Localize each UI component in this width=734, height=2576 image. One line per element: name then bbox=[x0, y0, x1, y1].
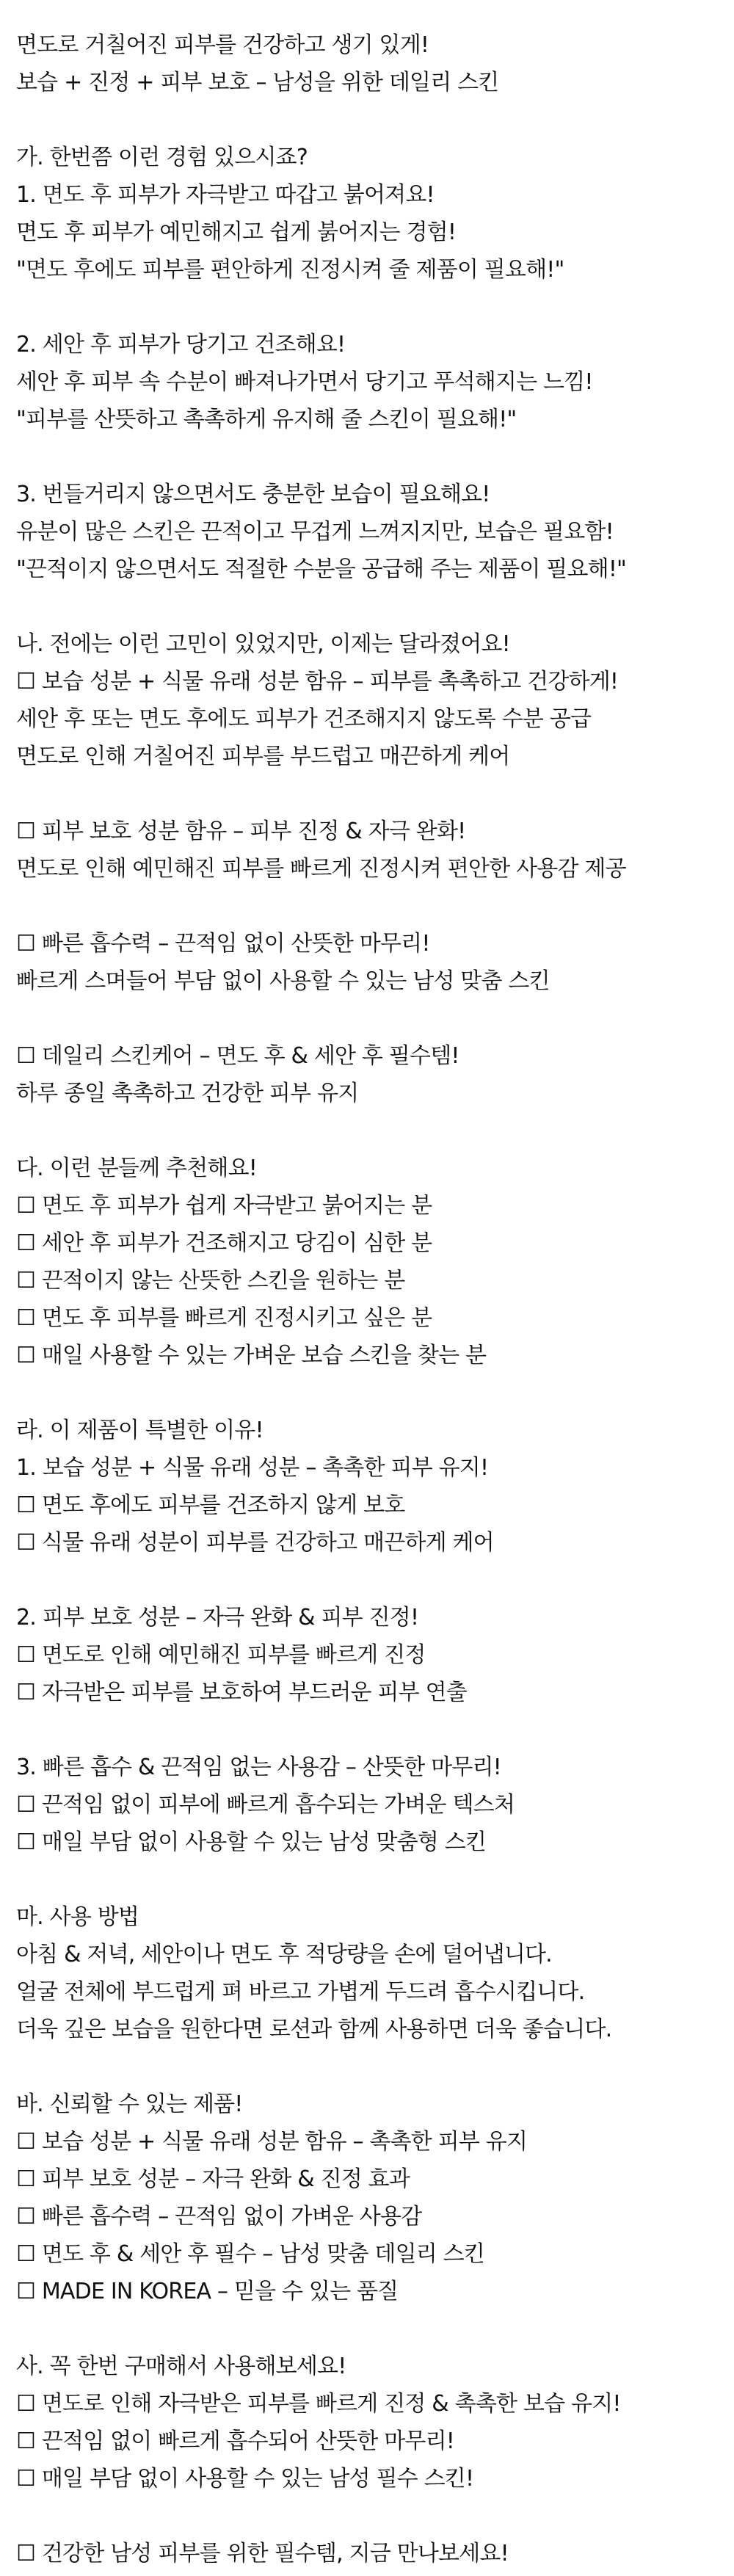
text-line: 세안 후 또는 면도 후에도 피부가 건조해지지 않도록 수분 공급 bbox=[16, 706, 592, 732]
text-line: ☐ 면도로 인해 자극받은 피부를 빠르게 진정 & 촉촉한 보습 유지! bbox=[16, 2391, 621, 2417]
text-line: 얼굴 전체에 부드럽게 펴 바르고 가볍게 두드려 흡수시킵니다. bbox=[16, 1979, 585, 2005]
text-line: 라. 이 제품이 특별한 이유! bbox=[16, 1418, 264, 1443]
text-line: ☐ 끈적임 없이 피부에 빠르게 흡수되는 가벼운 텍스처 bbox=[16, 1792, 515, 1818]
text-line: 면도 후 피부가 예민해지고 쉽게 붉어지는 경험! bbox=[16, 219, 457, 245]
text-line: "면도 후에도 피부를 편안하게 진정시켜 줄 제품이 필요해!" bbox=[16, 257, 564, 283]
text-line: ☐ 피부 보호 성분 함유 – 피부 진정 & 자극 완화! bbox=[16, 819, 466, 844]
text-line: ☐ 빠른 흡수력 – 끈적임 없이 산뜻한 마무리! bbox=[16, 931, 430, 957]
text-line: 빠르게 스며들어 부담 없이 사용할 수 있는 남성 맞춤 스킨 bbox=[16, 968, 550, 994]
blank-line bbox=[16, 289, 734, 326]
blank-line bbox=[16, 438, 734, 476]
text-line: "끈적이지 않으면서도 적절한 수분을 공급해 주는 제품이 필요해!" bbox=[16, 556, 627, 582]
blank-line bbox=[16, 2497, 734, 2535]
text-line: ☐ 데일리 스킨케어 – 면도 후 & 세안 후 필수템! bbox=[16, 1043, 459, 1069]
blank-line bbox=[16, 1561, 734, 1599]
text-line: 마. 사용 방법 bbox=[16, 1904, 139, 1930]
blank-line bbox=[16, 1861, 734, 1898]
text-line: 세안 후 피부 속 수분이 빠져나가면서 당기고 푸석해지는 느낌! bbox=[16, 369, 593, 395]
text-line: 면도로 인해 예민해진 피부를 빠르게 진정시켜 편안한 사용감 제공 bbox=[16, 856, 626, 882]
blank-line bbox=[16, 2048, 734, 2086]
text-line: 3. 번들거리지 않으면서도 충분한 보습이 필요해요! bbox=[16, 482, 490, 507]
text-line: 2. 피부 보호 성분 – 자극 완화 & 피부 진정! bbox=[16, 1605, 419, 1630]
text-line: 면도로 인해 거칠어진 피부를 부드럽고 매끈하게 케어 bbox=[16, 744, 510, 769]
text-line: ☐ 매일 부담 없이 사용할 수 있는 남성 필수 스킨! bbox=[16, 2466, 474, 2492]
text-line: 1. 보습 성분 + 식물 유래 성분 – 촉촉한 피부 유지! bbox=[16, 1455, 489, 1481]
text-line: 3. 빠른 흡수 & 끈적임 없는 사용감 – 산뜻한 마무리! bbox=[16, 1755, 501, 1780]
text-line: 다. 이런 분들께 추천해요! bbox=[16, 1155, 257, 1181]
blank-line bbox=[16, 1711, 734, 1749]
text-line: 사. 꼭 한번 구매해서 사용해보세요! bbox=[16, 2354, 346, 2379]
text-line: 1. 면도 후 피부가 자극받고 따갑고 붉어져요! bbox=[16, 182, 435, 208]
blank-line bbox=[16, 2310, 734, 2348]
text-line: ☐ MADE IN KOREA – 믿을 수 있는 품질 bbox=[16, 2279, 399, 2304]
text-line: 보습 + 진정 + 피부 보호 – 남성을 위한 데일리 스킨 bbox=[16, 70, 499, 95]
text-line: 아침 & 저녁, 세안이나 면도 후 적당량을 손에 덜어냅니다. bbox=[16, 1942, 552, 1967]
text-line: ☐ 식물 유래 성분이 피부를 건강하고 매끈하게 케어 bbox=[16, 1530, 494, 1556]
text-line: ☐ 면도 후 & 세안 후 필수 – 남성 맞춤 데일리 스킨 bbox=[16, 2241, 485, 2267]
text-line: ☐ 면도 후 피부를 빠르게 진정시키고 싶은 분 bbox=[16, 1305, 432, 1331]
text-line: 가. 한번쯤 이런 경험 있으시죠? bbox=[16, 145, 308, 170]
blank-line bbox=[16, 101, 734, 139]
text-line: ☐ 매일 사용할 수 있는 가벼운 보습 스킨을 찾는 분 bbox=[16, 1343, 487, 1368]
text-line: ☐ 자극받은 피부를 보호하여 부드러운 피부 연출 bbox=[16, 1680, 467, 1705]
text-line: 하루 종일 촉촉하고 건강한 피부 유지 bbox=[16, 1081, 359, 1106]
text-line: ☐ 끈적이지 않는 산뜻한 스킨을 원하는 분 bbox=[16, 1268, 405, 1294]
text-line: ☐ 끈적임 없이 빠르게 흡수되어 산뜻한 마무리! bbox=[16, 2428, 454, 2454]
text-line: ☐ 면도로 인해 예민해진 피부를 빠르게 진정 bbox=[16, 1642, 426, 1668]
blank-line bbox=[16, 1112, 734, 1150]
text-line: ☐ 건강한 남성 피부를 위한 필수템, 지금 만나보세요! bbox=[16, 2541, 509, 2566]
text-line: 유분이 많은 스킨은 끈적이고 무겁게 느껴지지만, 보습은 필요함! bbox=[16, 519, 614, 545]
text-line: ☐ 면도 후 피부가 쉽게 자극받고 붉어지는 분 bbox=[16, 1193, 432, 1219]
blank-line bbox=[16, 775, 734, 813]
blank-line bbox=[16, 588, 734, 625]
text-line: 2. 세안 후 피부가 당기고 건조해요! bbox=[16, 332, 346, 358]
text-line: ☐ 면도 후에도 피부를 건조하지 않게 보호 bbox=[16, 1492, 405, 1518]
text-line: ☐ 보습 성분 + 식물 유래 성분 함유 – 피부를 촉촉하고 건강하게! bbox=[16, 669, 619, 694]
text-line: 더욱 깊은 보습을 원한다면 로션과 함께 사용하면 더욱 좋습니다. bbox=[16, 2017, 612, 2042]
text-line: 바. 신뢰할 수 있는 제품! bbox=[16, 2091, 243, 2117]
text-line: 면도로 거칠어진 피부를 건강하고 생기 있게! bbox=[16, 32, 429, 58]
text-line: ☐ 피부 보호 성분 – 자극 완화 & 진정 효과 bbox=[16, 2166, 410, 2192]
blank-line bbox=[16, 1374, 734, 1412]
text-line: ☐ 빠른 흡수력 – 끈적임 없이 가벼운 사용감 bbox=[16, 2204, 422, 2229]
text-line: "피부를 산뜻하고 촉촉하게 유지해 줄 스킨이 필요해!" bbox=[16, 407, 517, 432]
blank-line bbox=[16, 888, 734, 925]
text-line: ☐ 매일 부담 없이 사용할 수 있는 남성 맞춤형 스킨 bbox=[16, 1829, 487, 1855]
text-line: ☐ 보습 성분 + 식물 유래 성분 함유 – 촉촉한 피부 유지 bbox=[16, 2129, 528, 2155]
blank-line bbox=[16, 1000, 734, 1037]
text-line: 나. 전에는 이런 고민이 있었지만, 이제는 달라졌어요! bbox=[16, 631, 510, 657]
text-line: ☐ 세안 후 피부가 건조해지고 당김이 심한 분 bbox=[16, 1230, 432, 1256]
